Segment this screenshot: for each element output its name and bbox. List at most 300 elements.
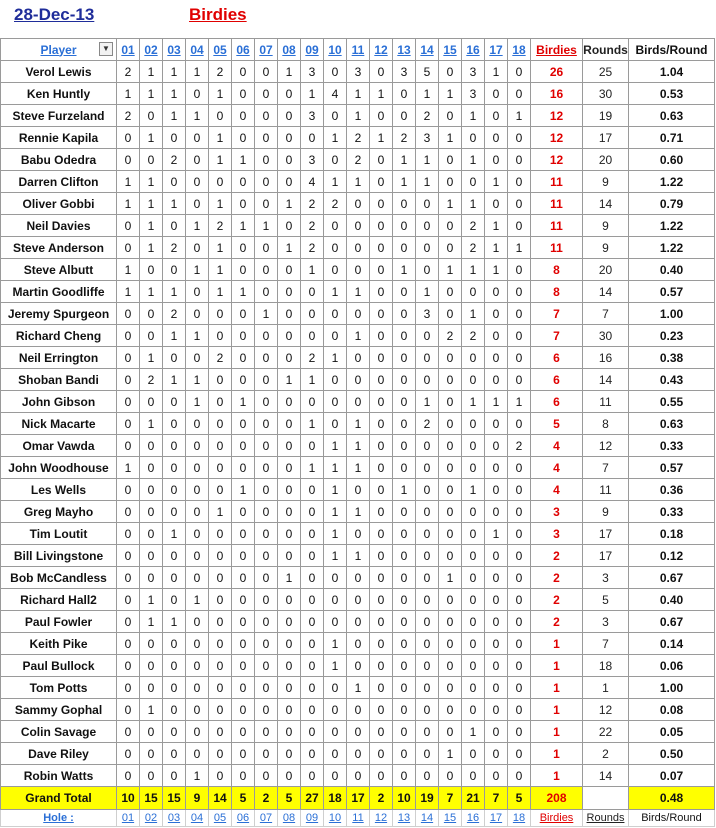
hole-birdie-cell: 0 [508,193,531,215]
footer-hole-link[interactable]: 15 [439,810,462,827]
hole-birdie-cell: 2 [462,237,485,259]
birds-per-round-cell: 0.05 [629,721,715,743]
hole-birdie-cell: 0 [117,589,140,611]
hole-birdie-cell: 0 [439,391,462,413]
hole-header[interactable]: 14 [416,39,439,61]
hole-birdie-cell: 0 [393,743,416,765]
hole-birdie-cell: 0 [117,545,140,567]
total-hole-cell: 9 [186,787,209,810]
hole-birdie-cell: 1 [186,589,209,611]
rounds-cell: 14 [583,369,629,391]
hole-birdie-cell: 0 [370,611,393,633]
player-name-cell: Keith Pike [1,633,117,655]
hole-header[interactable]: 03 [163,39,186,61]
footer-hole-link[interactable]: 05 [209,810,232,827]
hole-birdie-cell: 0 [255,347,278,369]
hole-birdie-cell: 0 [117,149,140,171]
total-rounds-cell [583,787,629,810]
hole-birdie-cell: 1 [393,479,416,501]
hole-birdie-cell: 0 [347,765,370,787]
hole-birdie-cell: 0 [301,721,324,743]
player-name-cell: Neil Davies [1,215,117,237]
hole-birdie-cell: 0 [255,237,278,259]
hole-birdie-cell: 1 [232,281,255,303]
player-name-cell: Tom Potts [1,677,117,699]
birdies-total-cell: 7 [531,325,583,347]
hole-birdie-cell: 0 [462,699,485,721]
hole-birdie-cell: 0 [370,523,393,545]
hole-birdie-cell: 0 [117,523,140,545]
hole-birdie-cell: 0 [370,391,393,413]
player-name-cell: Sammy Gophal [1,699,117,721]
hole-birdie-cell: 0 [439,347,462,369]
hole-birdie-cell: 0 [186,545,209,567]
rounds-cell: 12 [583,435,629,457]
footer-hole-link[interactable]: 10 [324,810,347,827]
hole-birdie-cell: 1 [278,369,301,391]
hole-header[interactable]: 07 [255,39,278,61]
hole-birdie-cell: 0 [140,149,163,171]
hole-birdie-cell: 0 [485,611,508,633]
hole-birdie-cell: 0 [508,721,531,743]
footer-birdies-link[interactable]: Birdies [531,810,583,827]
hole-birdie-cell: 0 [255,567,278,589]
hole-birdie-cell: 0 [232,347,255,369]
hole-birdie-cell: 0 [232,655,255,677]
hole-birdie-cell: 0 [186,743,209,765]
hole-birdie-cell: 0 [209,303,232,325]
hole-birdie-cell: 0 [255,435,278,457]
hole-header[interactable]: 01 [117,39,140,61]
hole-header[interactable]: 06 [232,39,255,61]
hole-birdie-cell: 0 [416,347,439,369]
hole-birdie-cell: 0 [508,61,531,83]
hole-birdie-cell: 1 [117,259,140,281]
hole-birdie-cell: 0 [485,127,508,149]
birds-per-round-cell: 1.00 [629,677,715,699]
total-hole-cell: 10 [117,787,140,810]
hole-birdie-cell: 0 [439,633,462,655]
hole-birdie-cell: 0 [370,369,393,391]
hole-birdie-cell: 0 [324,215,347,237]
hole-birdie-cell: 1 [209,149,232,171]
hole-birdie-cell: 0 [140,435,163,457]
hole-birdie-cell: 0 [278,171,301,193]
hole-birdie-cell: 0 [508,171,531,193]
filter-dropdown-icon[interactable]: ▼ [99,42,113,56]
hole-birdie-cell: 0 [117,479,140,501]
hole-birdie-cell: 0 [255,413,278,435]
birdies-total-cell: 7 [531,303,583,325]
rounds-cell: 11 [583,479,629,501]
hole-birdie-cell: 0 [255,149,278,171]
footer-rounds-link[interactable]: Rounds [583,810,629,827]
hole-header[interactable]: 09 [301,39,324,61]
player-name-cell: Bill Livingstone [1,545,117,567]
birdies-total-cell: 1 [531,655,583,677]
hole-birdie-cell: 2 [209,347,232,369]
hole-birdie-cell: 1 [117,281,140,303]
hole-birdie-cell: 0 [508,677,531,699]
player-name-cell: Martin Goodliffe [1,281,117,303]
birdies-total-cell: 11 [531,171,583,193]
hole-birdie-cell: 0 [186,523,209,545]
hole-birdie-cell: 1 [301,259,324,281]
birdies-total-cell: 1 [531,633,583,655]
hole-birdie-cell: 0 [232,127,255,149]
hole-birdie-cell: 0 [439,413,462,435]
hole-birdie-cell: 0 [393,369,416,391]
footer-hole-link[interactable]: 02 [140,810,163,827]
hole-birdie-cell: 1 [347,435,370,457]
player-row [1,83,715,105]
hole-birdie-cell: 0 [508,127,531,149]
footer-hole-link[interactable]: 18 [508,810,531,827]
hole-birdie-cell: 0 [163,677,186,699]
birdies-total-cell: 12 [531,149,583,171]
birds-per-round-cell: 0.33 [629,501,715,523]
hole-birdie-cell: 0 [140,457,163,479]
hole-birdie-cell: 1 [439,259,462,281]
hole-birdie-cell: 1 [347,413,370,435]
hole-birdie-cell: 0 [255,391,278,413]
hole-birdie-cell: 0 [140,677,163,699]
hole-birdie-cell: 0 [278,127,301,149]
player-name-cell: Colin Savage [1,721,117,743]
hole-birdie-cell: 0 [163,743,186,765]
player-name-cell: John Woodhouse [1,457,117,479]
hole-birdie-cell: 0 [278,281,301,303]
hole-birdie-cell: 0 [370,765,393,787]
hole-birdie-cell: 0 [140,655,163,677]
birdies-total-cell: 6 [531,391,583,413]
player-row [1,413,715,435]
hole-birdie-cell: 0 [140,479,163,501]
hole-birdie-cell: 0 [232,545,255,567]
total-hole-cell: 5 [232,787,255,810]
hole-birdie-cell: 3 [393,61,416,83]
player-row [1,743,715,765]
total-hole-cell: 5 [508,787,531,810]
footer-hole-link[interactable]: 04 [186,810,209,827]
hole-birdie-cell: 4 [301,171,324,193]
player-name-cell: Greg Mayho [1,501,117,523]
total-hole-cell: 14 [209,787,232,810]
birds-per-round-cell: 0.67 [629,611,715,633]
hole-birdie-cell: 1 [117,193,140,215]
hole-birdie-cell: 0 [209,589,232,611]
hole-birdie-cell: 0 [347,655,370,677]
hole-birdie-cell: 0 [163,391,186,413]
birds-per-round-cell: 0.40 [629,259,715,281]
birdies-total-cell: 26 [531,61,583,83]
hole-birdie-cell: 1 [301,457,324,479]
hole-birdie-cell: 1 [324,347,347,369]
birdies-total-cell: 4 [531,479,583,501]
hole-birdie-cell: 0 [462,743,485,765]
hole-birdie-cell: 0 [324,765,347,787]
hole-birdie-cell: 3 [416,127,439,149]
rounds-cell: 7 [583,633,629,655]
player-name-cell: John Gibson [1,391,117,413]
footer-hole-link[interactable]: 16 [462,810,485,827]
hole-birdie-cell: 0 [255,325,278,347]
hole-birdie-cell: 0 [462,171,485,193]
birdies-total-cell: 12 [531,127,583,149]
footer-hole-link[interactable]: 03 [163,810,186,827]
hole-birdie-cell: 0 [324,391,347,413]
hole-birdie-cell: 0 [232,633,255,655]
hole-birdie-cell: 1 [485,237,508,259]
rounds-cell: 5 [583,589,629,611]
hole-header[interactable]: 13 [393,39,416,61]
hole-birdie-cell: 0 [117,347,140,369]
rounds-cell: 20 [583,149,629,171]
hole-birdie-cell: 1 [485,523,508,545]
hole-birdie-cell: 0 [416,721,439,743]
hole-birdie-cell: 0 [186,127,209,149]
hole-birdie-cell: 1 [324,457,347,479]
hole-birdie-cell: 1 [324,281,347,303]
hole-birdie-cell: 0 [393,523,416,545]
hole-birdie-cell: 0 [209,699,232,721]
hole-birdie-cell: 0 [186,699,209,721]
hole-birdie-cell: 0 [324,259,347,281]
hole-birdie-cell: 0 [370,149,393,171]
hole-birdie-cell: 0 [508,303,531,325]
birdies-total-cell: 3 [531,501,583,523]
hole-birdie-cell: 0 [347,743,370,765]
player-name-cell: Neil Errington [1,347,117,369]
hole-header[interactable]: 02 [140,39,163,61]
hole-birdie-cell: 0 [255,171,278,193]
footer-hole-link[interactable]: 11 [347,810,370,827]
player-row [1,545,715,567]
hole-birdie-cell: 0 [462,369,485,391]
footer-hole-link[interactable]: 12 [370,810,393,827]
player-header-label[interactable]: Player [40,42,77,57]
footer-hole-link[interactable]: 06 [232,810,255,827]
footer-hole-link[interactable]: 17 [485,810,508,827]
header-row [1,39,715,61]
player-row [1,721,715,743]
footer-hole-link[interactable]: 14 [416,810,439,827]
hole-birdie-cell: 0 [186,677,209,699]
player-row [1,501,715,523]
hole-birdie-cell: 0 [439,765,462,787]
hole-birdie-cell: 0 [163,127,186,149]
total-hole-cell: 27 [301,787,324,810]
hole-birdie-cell: 0 [324,61,347,83]
hole-birdie-cell: 0 [140,105,163,127]
footer-hole-link[interactable]: 09 [301,810,324,827]
hole-birdie-cell: 0 [370,61,393,83]
hole-header[interactable]: 12 [370,39,393,61]
hole-header[interactable]: 17 [485,39,508,61]
title-bar [0,0,716,36]
footer-hole-link[interactable]: 01 [117,810,140,827]
hole-birdie-cell: 0 [393,347,416,369]
birds-per-round-cell: 0.23 [629,325,715,347]
hole-birdie-cell: 0 [209,105,232,127]
hole-birdie-cell: 0 [508,457,531,479]
hole-birdie-cell: 0 [393,303,416,325]
hole-birdie-cell: 1 [485,61,508,83]
hole-birdie-cell: 0 [439,523,462,545]
birds-per-round-cell: 0.55 [629,391,715,413]
hole-birdie-cell: 0 [186,567,209,589]
hole-birdie-cell: 1 [508,391,531,413]
player-header[interactable] [1,39,117,61]
hole-birdie-cell: 0 [416,215,439,237]
rounds-cell: 19 [583,105,629,127]
hole-birdie-cell: 0 [485,457,508,479]
hole-birdie-cell: 0 [485,721,508,743]
hole-birdie-cell: 1 [117,171,140,193]
hole-birdie-cell: 0 [347,259,370,281]
total-hole-cell: 17 [347,787,370,810]
hole-birdie-cell: 0 [508,369,531,391]
hole-birdie-cell: 0 [508,259,531,281]
hole-birdie-cell: 0 [186,633,209,655]
hole-birdie-cell: 0 [324,237,347,259]
hole-birdie-cell: 1 [324,435,347,457]
hole-birdie-cell: 0 [370,743,393,765]
hole-birdie-cell: 0 [232,105,255,127]
hole-birdie-cell: 1 [117,457,140,479]
hole-birdie-cell: 1 [209,237,232,259]
hole-birdie-cell: 0 [347,391,370,413]
hole-birdie-cell: 1 [393,149,416,171]
hole-birdie-cell: 0 [347,347,370,369]
hole-birdie-cell: 0 [301,765,324,787]
hole-birdie-cell: 0 [393,611,416,633]
hole-birdie-cell: 0 [232,61,255,83]
rounds-cell: 7 [583,303,629,325]
hole-birdie-cell: 0 [301,567,324,589]
hole-birdie-cell: 1 [140,611,163,633]
hole-birdie-cell: 0 [186,611,209,633]
hole-birdie-cell: 0 [370,215,393,237]
hole-birdie-cell: 0 [255,369,278,391]
player-row [1,479,715,501]
hole-header[interactable]: 04 [186,39,209,61]
hole-birdie-cell: 0 [186,413,209,435]
hole-birdie-cell: 0 [301,501,324,523]
hole-birdie-cell: 0 [232,369,255,391]
hole-birdie-cell: 0 [324,743,347,765]
hole-birdie-cell: 0 [485,699,508,721]
hole-birdie-cell: 0 [462,127,485,149]
hole-header[interactable]: 16 [462,39,485,61]
hole-birdie-cell: 1 [140,127,163,149]
hole-birdie-cell: 1 [140,171,163,193]
hole-birdie-cell: 0 [209,457,232,479]
footer-hole-link[interactable]: 13 [393,810,416,827]
hole-birdie-cell: 0 [278,677,301,699]
hole-birdie-cell: 3 [301,149,324,171]
player-name-cell: Les Wells [1,479,117,501]
hole-birdie-cell: 0 [508,215,531,237]
hole-birdie-cell: 0 [186,435,209,457]
hole-birdie-cell: 0 [209,369,232,391]
hole-birdie-cell: 0 [370,303,393,325]
hole-birdie-cell: 2 [324,193,347,215]
hole-birdie-cell: 0 [393,215,416,237]
hole-header[interactable]: 18 [508,39,531,61]
hole-birdie-cell: 0 [370,677,393,699]
player-name-cell: Dave Riley [1,743,117,765]
hole-birdie-cell: 0 [278,215,301,237]
hole-birdie-cell: 0 [324,149,347,171]
player-name-cell: Bob McCandless [1,567,117,589]
hole-birdie-cell: 0 [163,699,186,721]
total-bpr-cell: 0.48 [629,787,715,810]
footer-hole-link[interactable]: 07 [255,810,278,827]
hole-birdie-cell: 0 [163,259,186,281]
hole-birdie-cell: 0 [255,83,278,105]
hole-birdie-cell: 0 [439,281,462,303]
hole-birdie-cell: 0 [347,369,370,391]
hole-birdie-cell: 0 [324,699,347,721]
hole-birdie-cell: 1 [324,501,347,523]
hole-birdie-cell: 0 [117,237,140,259]
hole-birdie-cell: 0 [163,589,186,611]
rounds-cell: 9 [583,215,629,237]
hole-birdie-cell: 0 [347,611,370,633]
hole-birdie-cell: 0 [508,413,531,435]
player-name-cell: Steve Albutt [1,259,117,281]
total-hole-cell: 7 [439,787,462,810]
hole-birdie-cell: 0 [186,501,209,523]
hole-birdie-cell: 1 [209,193,232,215]
hole-birdie-cell: 0 [255,765,278,787]
birds-per-round-cell: 0.79 [629,193,715,215]
birdies-header[interactable]: Birdies [531,39,583,61]
hole-header[interactable]: 05 [209,39,232,61]
hole-birdie-cell: 1 [209,127,232,149]
hole-birdie-cell: 0 [416,523,439,545]
hole-birdie-cell: 0 [462,655,485,677]
hole-birdie-cell: 0 [393,721,416,743]
hole-birdie-cell: 1 [186,215,209,237]
hole-birdie-cell: 0 [117,655,140,677]
hole-birdie-cell: 0 [278,457,301,479]
birds-per-round-cell: 0.67 [629,567,715,589]
birds-per-round-cell: 0.12 [629,545,715,567]
hole-birdie-cell: 0 [393,567,416,589]
hole-birdie-cell: 0 [485,545,508,567]
player-row [1,567,715,589]
hole-header[interactable]: 11 [347,39,370,61]
hole-birdie-cell: 3 [301,105,324,127]
hole-birdie-cell: 1 [439,567,462,589]
hole-birdie-cell: 1 [232,391,255,413]
player-name-cell: Tim Loutit [1,523,117,545]
hole-header[interactable]: 10 [324,39,347,61]
hole-birdie-cell: 0 [186,721,209,743]
hole-birdie-cell: 2 [163,149,186,171]
hole-birdie-cell: 0 [255,545,278,567]
rounds-cell: 12 [583,699,629,721]
hole-birdie-cell: 0 [186,149,209,171]
hole-birdie-cell: 0 [370,171,393,193]
footer-hole-link[interactable]: 08 [278,810,301,827]
hole-birdie-cell: 1 [370,83,393,105]
date-title: 28-Dec-13 [14,5,95,24]
hole-header[interactable]: 08 [278,39,301,61]
hole-header[interactable]: 15 [439,39,462,61]
